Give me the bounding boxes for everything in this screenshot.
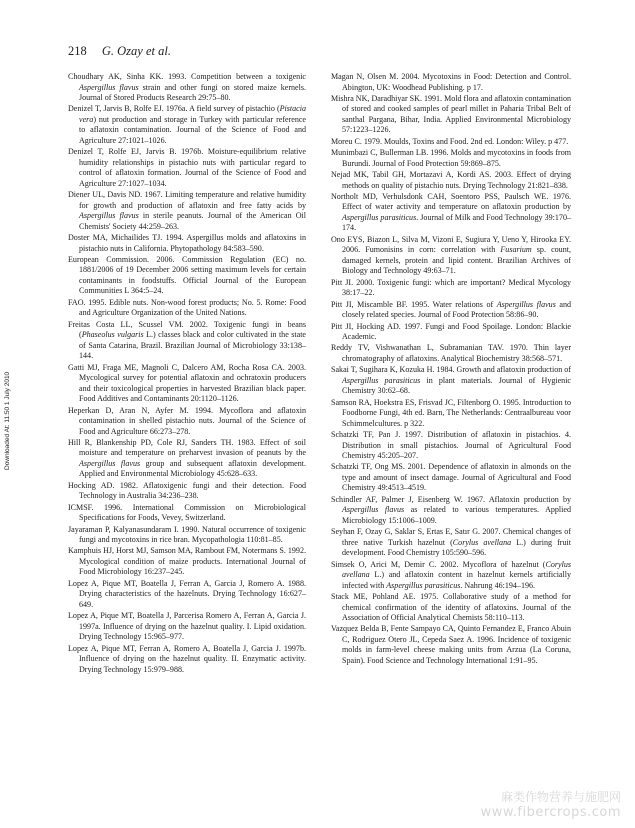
reference-text: Doster MA, Michailides TJ. 1994. Aspergillus molds and aflatoxins in pistachio nuts in California. Phytopathology 84:583–590. [68, 233, 306, 253]
reference-italic-text: Aspergillus parasiticus [342, 212, 417, 222]
reference-entry [331, 322, 571, 343]
reference-italic-text: Phaseolus vulgaris [81, 330, 144, 340]
reference-text: Pitt JI, Miscamble BF. 1995. Water relations of [331, 299, 497, 309]
watermark-chinese-text: 麻类作物营养与施肥网 [500, 790, 621, 804]
download-stamp: Downloaded At: 11:50 1 July 2010 [4, 371, 11, 470]
reference-text: Simsek O, Arici M, Demir C. 2002. Mycoflora of hazelnut ( [331, 559, 546, 569]
reference-entry [68, 190, 306, 232]
watermark-url: www.fibercrops.com [480, 805, 621, 820]
page-number: 218 [68, 44, 87, 58]
reference-text: . Nahrung 46:194–196. [460, 580, 536, 590]
reference-text: Pitt JI, Hocking AD. 1997. Fungi and Food Spoilage. London: Blackie Academic. [331, 321, 571, 342]
reference-entry [68, 363, 306, 405]
reference-entry [331, 278, 571, 299]
reference-text: Freitas Costa LL, Scussel VM. 2002. Toxigenic fungi in beans ( [68, 319, 306, 340]
reference-entry [331, 430, 571, 462]
reference-entry [68, 104, 306, 146]
reference-entry [68, 255, 306, 297]
reference-text: Magan N, Olsen M. 2004. Mycotoxins in Food: Detection and Control. Abington, UK: Woodhead Publishing. p 17. [331, 72, 571, 92]
reference-text: Schatzki TF, Pan J. 1997. Distribution of aflatoxin in pistachios. 4. Distribution in small pistachios. Journal of Agricultural Food Chemistry 45:205–207. [331, 430, 571, 461]
reference-italic-text: Aspergillus flavus [79, 82, 139, 92]
reference-text: as related to various temperatures. Applied Microbiology 15:1006–1009. [342, 505, 571, 525]
reference-text: sp. count, damaged kernels, protein and lipid content. Brazilian Archives of Biology and Technology 49:63–71. [342, 245, 571, 276]
reference-entry [331, 235, 571, 277]
reference-entry [68, 320, 306, 362]
reference-text: Lopez A, Pique MT, Boatella J, Parcerisa Romero A, Ferran A, Garcia J. 1997a. Influence of drying on the hazelnut quality. I. Lipid oxidation. Drying Technology 15:965–977. [68, 611, 306, 642]
reference-text: Lopez A, Pique MT, Boatella J, Ferran A, Garcia J, Romero A. 1988. Drying characteristics of the hazelnuts. Drying Technology 16:627–649. [68, 578, 306, 609]
reference-italic-text: Aspergillus flavus [79, 211, 139, 221]
reference-text: L.) classes black and color cultivated in the state of Santa Catarina, Brazil. Brazilian Journal of Microbiology 33:138–144. [79, 330, 307, 361]
reference-entry [68, 611, 306, 643]
reference-text: Diener UL, Davis ND. 1967. Limiting temperature and relative humidity for growth and production of aflatoxin and free fatty acids by [68, 190, 306, 210]
reference-text: Gatti MJ, Fraga ME, Magnoli C, Dalcero AM, Rocha Rosa CA. 2003. Mycological survey for potential aflatoxin and ochratoxin producers and their toxicological properties in harvested Brazilian black paper. Food Additives and Contaminants 20:1120–1126. [68, 362, 306, 404]
reference-text: Stack ME, Pohland AE. 1975. Collaborative study of a method for chemical confirmation of the identity of aflatoxins. Journal of the Association of Official Analytical Chemists 58:110–113. [331, 592, 571, 623]
reference-entry [331, 72, 571, 93]
reference-entry [68, 147, 306, 189]
reference-entry [331, 94, 571, 136]
reference-entry [331, 170, 571, 191]
reference-entry [331, 527, 571, 559]
reference-entry [331, 148, 571, 169]
reference-text: Northolt MD, Verhulsdonk CAH, Soentoro PSS, Paulsch WE. 1976. Effect of water activity and temperature on aflatoxin production by [331, 191, 571, 212]
reference-text: Nejad MK, Tabil GH, Mortazavi A, Kordi AS. 2003. Effect of drying methods on quality of pistachio nuts. Drying Technology 21:821–838. [331, 170, 571, 190]
reference-text: Lopez A, Pique MT, Ferran A, Romero A, Boatella J, Garcia J. 1997b. Influence of drying on the hazelnut quality. II. Enzymatic activity. Drying Technology 15:979–988. [68, 643, 306, 674]
reference-text: strain and other fungi on stored maize kernels. Journal of Stored Products Research 29:75–80. [79, 82, 307, 102]
reference-text: ICMSF. 1996. International Commission on Microbiological Specifications for Foods, Vevey, Switzerland. [68, 502, 306, 523]
reference-text: Munimbazi C, Bullerman LB. 1996. Molds and mycotoxins in foods from Burundi. Journal of Food Protection 59:869–875. [331, 148, 571, 168]
reference-italic-text: Pistacia vera [79, 104, 306, 124]
reference-entry [68, 546, 306, 578]
reference-entry [331, 592, 571, 624]
reference-text: L.) and aflatoxin content in hazelnut kernels artificially infected with [342, 570, 571, 590]
reference-text: Heperkan D, Aran N, Ayfer M. 1994. Mycoflora and aflatoxin contamination in shelled pistachio nuts. Journal of the Science of Food and Agriculture 66:273–278. [68, 405, 306, 436]
reference-entry [68, 481, 306, 502]
reference-text: Schatzki TF, Ong MS. 2001. Dependence of aflatoxin in almonds on the type and amount of insect damage. Journal of Agricultural and Food Chemistry 49:4513–4519. [331, 462, 571, 493]
reference-text: in sterile peanuts. Journal of the American Oil Chemists' Society 44:259–263. [79, 211, 306, 231]
reference-text: group and subsequent aflatoxin development. Applied and Environmental Microbiology 45:628–633. [79, 458, 307, 479]
running-header [68, 44, 171, 59]
reference-italic-text: Aspergillus flavus [79, 458, 141, 468]
reference-italic-text: Aspergillus flavus [342, 505, 405, 515]
reference-text: Moreu C. 1979. Moulds, Toxins and Food. 2nd ed. London: Wiley. p 477. [331, 136, 569, 146]
reference-text: in plant materials. Journal of Hygienic Chemistry 30:62–68. [342, 375, 572, 396]
site-watermark [481, 788, 621, 820]
reference-text: Samson RA, Hoekstra ES, Frisvad JC, Filtenborg O. 1995. Introduction to Foodborne Fungi, 4th ed. Barn, The Netherlands: Centraalbureau voor Schimmelcultures. p 322. [331, 397, 571, 428]
references-left-column [68, 72, 306, 676]
reference-entry [331, 624, 571, 666]
reference-entry [68, 233, 306, 254]
reference-text: Vazquez Belda B, Fente Sampayo CA, Quinto Fernandez E, Franco Abuin C, Rodriguez Otero JL, Cepeda Saez A. 1996. Incidence of toxigenic molds in farm-level cheese making units from Arzua (La Coruna, Spain). Food Science and Technology International 1:91–95. [331, 624, 571, 665]
reference-entry [331, 300, 571, 321]
reference-italic-text: Fusarium [500, 245, 532, 255]
reference-entry [331, 365, 571, 397]
reference-text: Denizel T, Rolfe EJ, Jarvis B. 1976b. Moisture-equilibrium relative humidity relationships in pistachio nuts with particular regard to control of aflatoxin formation. Journal of the Science of Food and Agriculture 27:1027–1034. [68, 147, 306, 188]
reference-italic-text: Corylus avellana [342, 559, 571, 580]
reference-entry [68, 298, 306, 319]
reference-text: and closely related species. Journal of Food Protection 58:86–90. [342, 299, 571, 320]
reference-entry [68, 644, 306, 676]
reference-entry [68, 72, 306, 104]
reference-italic-text: Aspergillus parasiticus [386, 580, 461, 590]
running-authors: G. Ozay et al. [101, 44, 171, 58]
reference-text: ) nut production and storage in Turkey with particular reference to aflatoxin contamination. Journal of the Science of Food and Agriculture 27:1021–1026. [79, 114, 306, 145]
reference-italic-text: Aspergillus flavus [496, 299, 556, 309]
reference-text: Denizel T, Jarvis B, Rolfe EJ. 1976a. A field survey of pistachio ( [68, 104, 280, 114]
reference-text: Pitt JI. 2000. Toxigenic fungi: which are important? Medical Mycology 38:17–22. [331, 277, 571, 298]
reference-text: Sakai T, Sugihara K, Kozuka H. 1984. Growth and aflatoxin production of [331, 365, 571, 375]
reference-text: Reddy TV, Vishwanathan L, Subramanian TAV. 1970. Thin layer chromatography of aflatoxins. Analytical Biochemistry 38:568–571. [331, 343, 571, 363]
reference-text: Hocking AD. 1982. Aflatoxigenic fungi and their detection. Food Technology in Australia 34:236–238. [68, 480, 306, 501]
reference-text: Jayaraman P, Kalyanasundaram I. 1990. Natural occurrence of toxigenic fungi and mycotoxins in rice bran. Mycopathologia 110:81–85. [68, 524, 306, 545]
reference-text: Choudhary AK, Sinha KK. 1993. Competition between a toxigenic [68, 72, 306, 81]
references-right-column [331, 72, 571, 667]
reference-text: European Commission. 2006. Commission Regulation (EC) no. 1881/2006 of 19 December 2006 setting maximum levels for certain contaminants in foodstuffs. Official Journal of the European Communities L 364:5–24. [68, 254, 306, 296]
reference-entry [68, 406, 306, 438]
reference-text: FAO. 1995. Edible nuts. Non-wood forest products; No. 5. Rome: Food and Agriculture Organization of the United Nations. [68, 297, 306, 318]
reference-entry [331, 137, 571, 148]
reference-entry [68, 579, 306, 611]
reference-text: Kamphuis HJ, Horst MJ, Samson MA, Rambout FM, Notermans S. 1992. Mycological condition of maize products. International Journal of Food Microbiology 16:237–245. [68, 546, 306, 577]
reference-entry [68, 525, 306, 546]
reference-entry [331, 192, 571, 234]
reference-entry [331, 398, 571, 430]
reference-text: Hill R, Blankenship PD, Cole RJ, Sanders TH. 1983. Effect of soil moisture and temperature on preharvest invasion of peanuts by the [68, 437, 306, 458]
reference-text: Seyhan F, Ozay G, Saklar S, Ertas E, Satır G. 2007. Chemical changes of three native Turkish hazelnut ( [331, 527, 571, 547]
reference-entry [331, 495, 571, 527]
reference-text: Ono EYS, Biazon L, Silva M, Vizoni E, Sugiura Y, Ueno Y, Hirooka EY. 2006. Fumonisins in corn: correlation with [331, 234, 571, 255]
reference-entry [68, 438, 306, 480]
reference-text: L.) during fruit development. Food Chemistry 105:590–596. [342, 537, 571, 558]
reference-text: Schindler AF, Palmer J, Eisenberg W. 1967. Aflatoxin production by [331, 494, 571, 504]
reference-text: . Journal of Milk and Food Technology 39:170–174. [342, 212, 572, 233]
reference-entry [331, 560, 571, 592]
reference-entry [331, 462, 571, 494]
reference-text: Mishra NK, Daradhiyar SK. 1991. Mold flora and aflatoxin contamination of stored and cooked samples of pearl millet in Paharia Tribal Belt of santhal Pargana, Bihar, India. Applied Environmental Microbiology 57:1223–1226. [331, 93, 572, 135]
reference-entry [68, 503, 306, 524]
reference-italic-text: Aspergillus parasiticus [342, 375, 421, 385]
reference-italic-text: Corylus avellana [452, 537, 512, 547]
reference-entry [331, 343, 571, 364]
